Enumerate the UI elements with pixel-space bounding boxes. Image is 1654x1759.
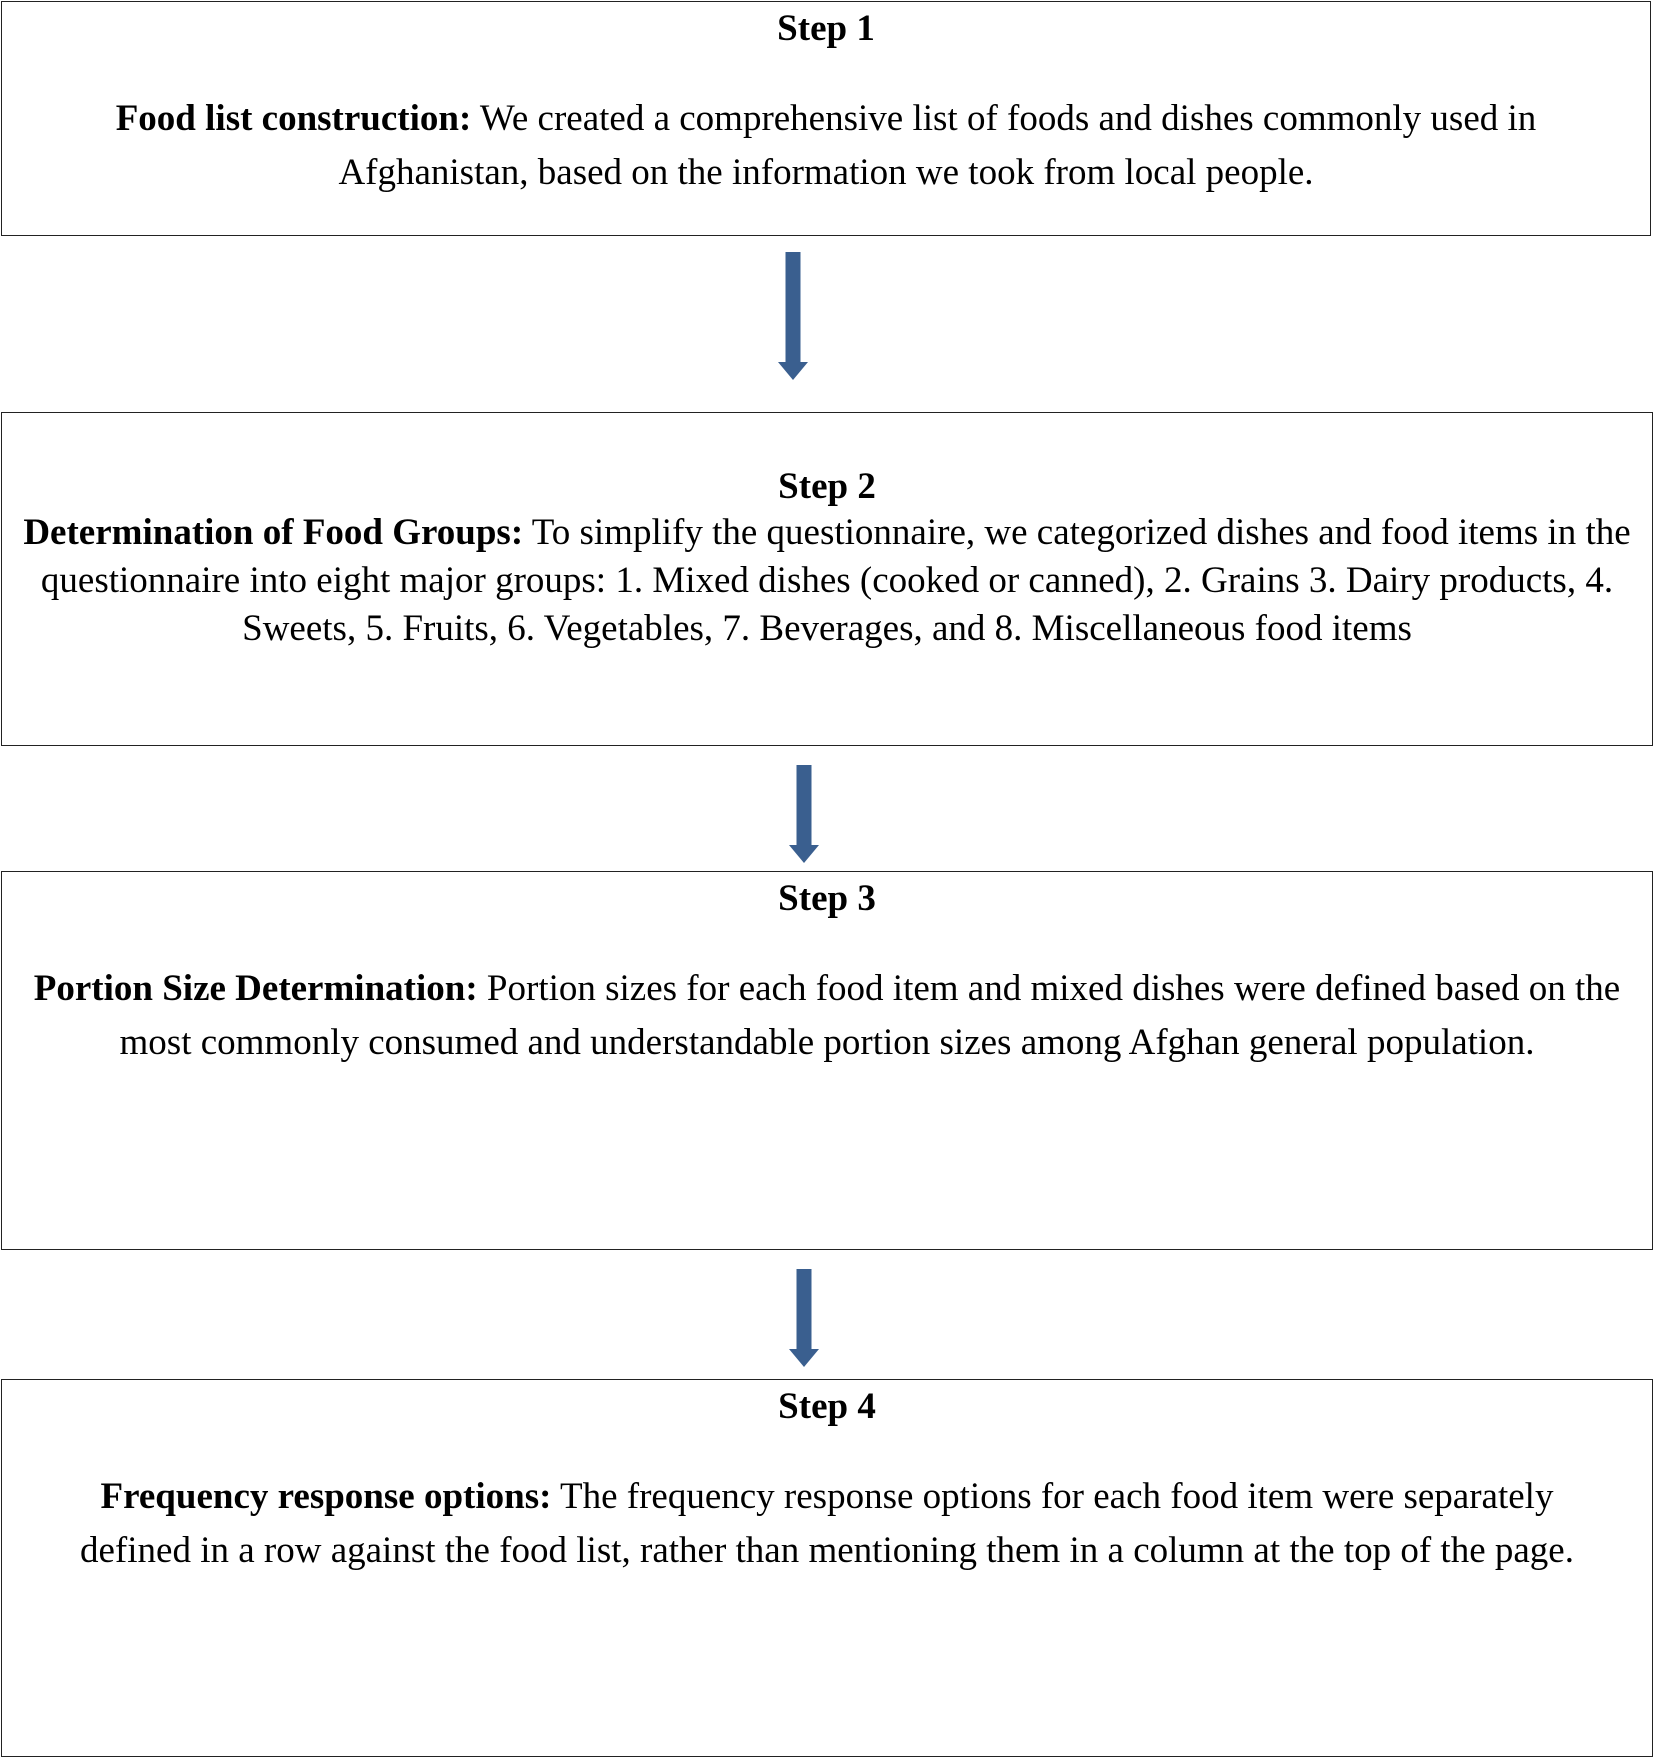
step-3-description xyxy=(32,962,1622,1070)
arrow-down-icon xyxy=(788,1269,820,1369)
step-4-box xyxy=(1,1379,1653,1757)
step-2-text: To simplify the questionnaire, we categorized dishes and food items in the questionnaire into eight major groups: 1. Mixed dishes (cooked or canned), 2. Grains 3. Dairy products, 4. Sweets, 5. Fruits, 6. Vegetables, 7. Beverages, and 8. Miscellaneous food items xyxy=(40,512,1631,649)
step-1-box xyxy=(1,1,1651,236)
step-3-title: Step 3 xyxy=(778,878,876,919)
step-1-title: Step 1 xyxy=(777,8,875,49)
step-1-description xyxy=(42,92,1610,200)
arrow-down-icon xyxy=(777,252,809,382)
step-4-text: The frequency response options for each food item were separately defined in a row against the food list, rather than mentioning them in a column at the top of the page. xyxy=(80,1476,1574,1571)
step-3-text: Portion sizes for each food item and mixed dishes were defined based on the most commonly consumed and understandable portion sizes among Afghan general population. xyxy=(119,968,1621,1063)
step-2-box xyxy=(1,412,1653,746)
arrow-down-icon xyxy=(788,765,820,865)
step-1-heading: Food list construction: xyxy=(115,98,472,139)
step-2-title: Step 2 xyxy=(778,466,876,507)
step-3-heading: Portion Size Determination: xyxy=(33,968,478,1009)
step-4-description xyxy=(42,1470,1612,1578)
step-1-text: We created a comprehensive list of foods and dishes commonly used in Afghanistan, based on the information we took from local people. xyxy=(338,98,1537,193)
step-4-title: Step 4 xyxy=(778,1386,876,1427)
step-2-description xyxy=(14,509,1640,653)
step-4-heading: Frequency response options: xyxy=(100,1476,552,1517)
step-2-heading: Determination of Food Groups: xyxy=(23,512,524,553)
step-3-box xyxy=(1,871,1653,1250)
